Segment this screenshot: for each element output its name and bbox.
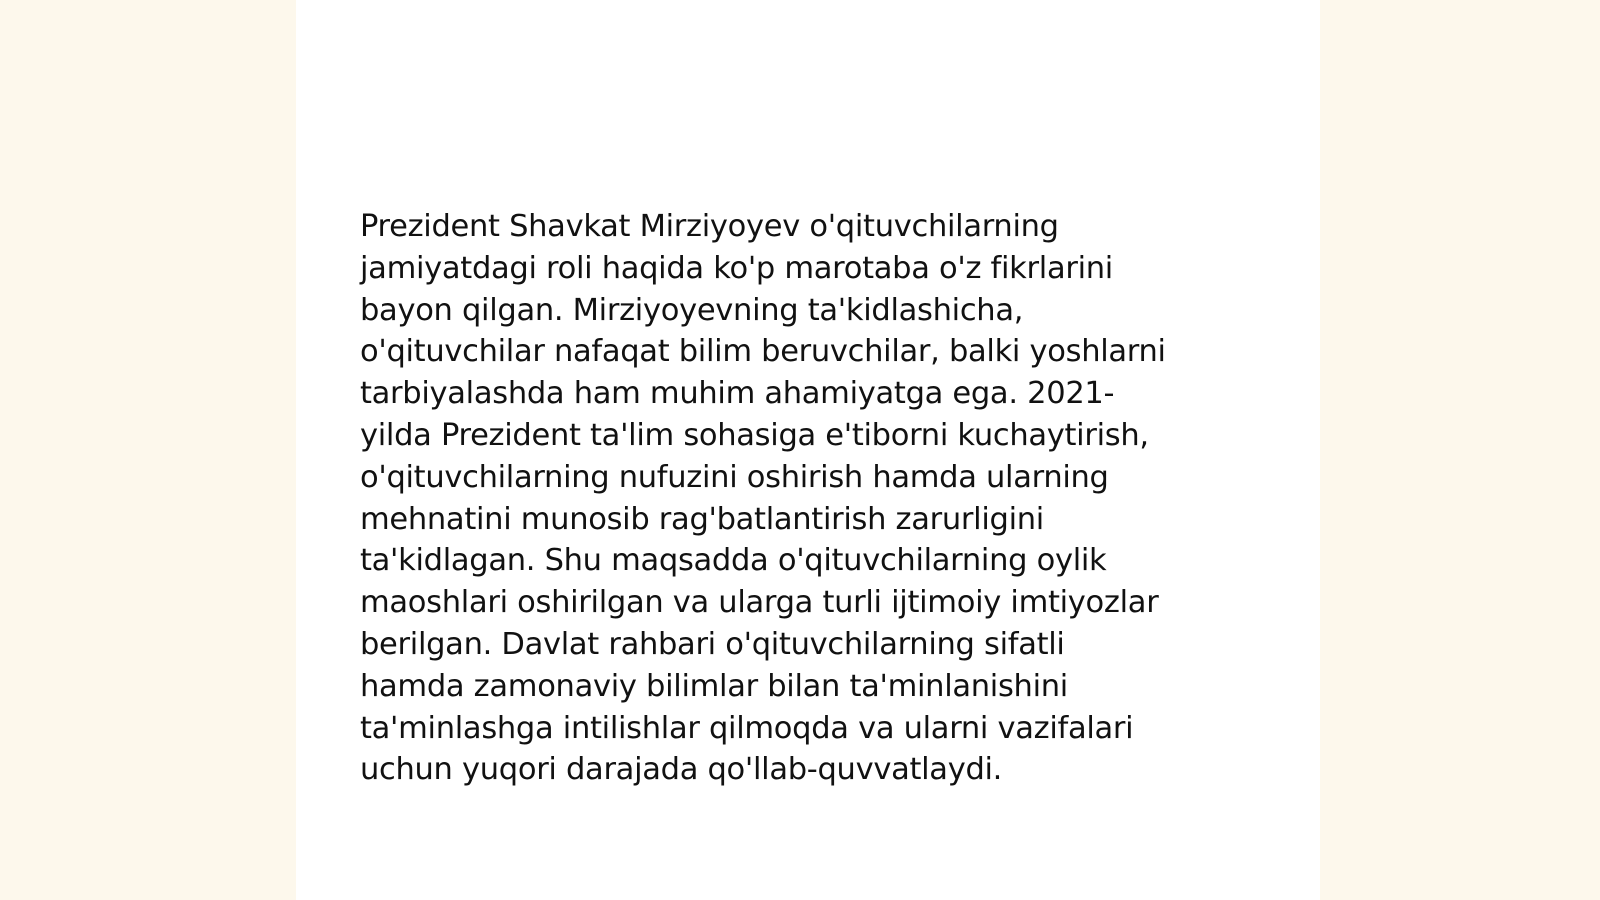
paragraph-line: berilgan. Davlat rahbari o'qituvchilarning sifatli	[360, 626, 1065, 662]
paragraph-line: jamiyatdagi roli haqida ko'p marotaba o'z fikrlarini	[360, 250, 1113, 286]
paragraph-line: mehnatini munosib rag'batlantirish zarurligini	[360, 501, 1044, 537]
paragraph-line: o'qituvchilar nafaqat bilim beruvchilar, balki yoshlarni	[360, 334, 1166, 370]
paragraph-line: ta'kidlagan. Shu maqsadda o'qituvchilarning oylik	[360, 543, 1107, 579]
paragraph-line: tarbiyalashda ham muhim ahamiyatga ega. 2021-	[360, 376, 1115, 412]
slide	[296, 0, 1320, 900]
paragraph-line: Prezident Shavkat Mirziyoyev o'qituvchilarning	[360, 209, 1059, 244]
body-paragraph	[360, 206, 1240, 791]
paragraph-line: yilda Prezident ta'lim sohasiga e'tiborni kuchaytirish,	[360, 417, 1149, 453]
paragraph-line: o'qituvchilarning nufuzini oshirish hamda ularning	[360, 459, 1109, 495]
paragraph-line: ta'minlashga intilishlar qilmoqda va ularni vazifalari	[360, 710, 1134, 746]
paragraph-line: bayon qilgan. Mirziyoyevning ta'kidlashicha,	[360, 292, 1024, 328]
paragraph-line: hamda zamonaviy bilimlar bilan ta'minlanishini	[360, 668, 1068, 704]
paragraph-line: maoshlari oshirilgan va ularga turli ijtimoiy imtiyozlar	[360, 585, 1159, 621]
paragraph-line: uchun yuqori darajada qo'llab-quvvatlaydi.	[360, 752, 1003, 788]
